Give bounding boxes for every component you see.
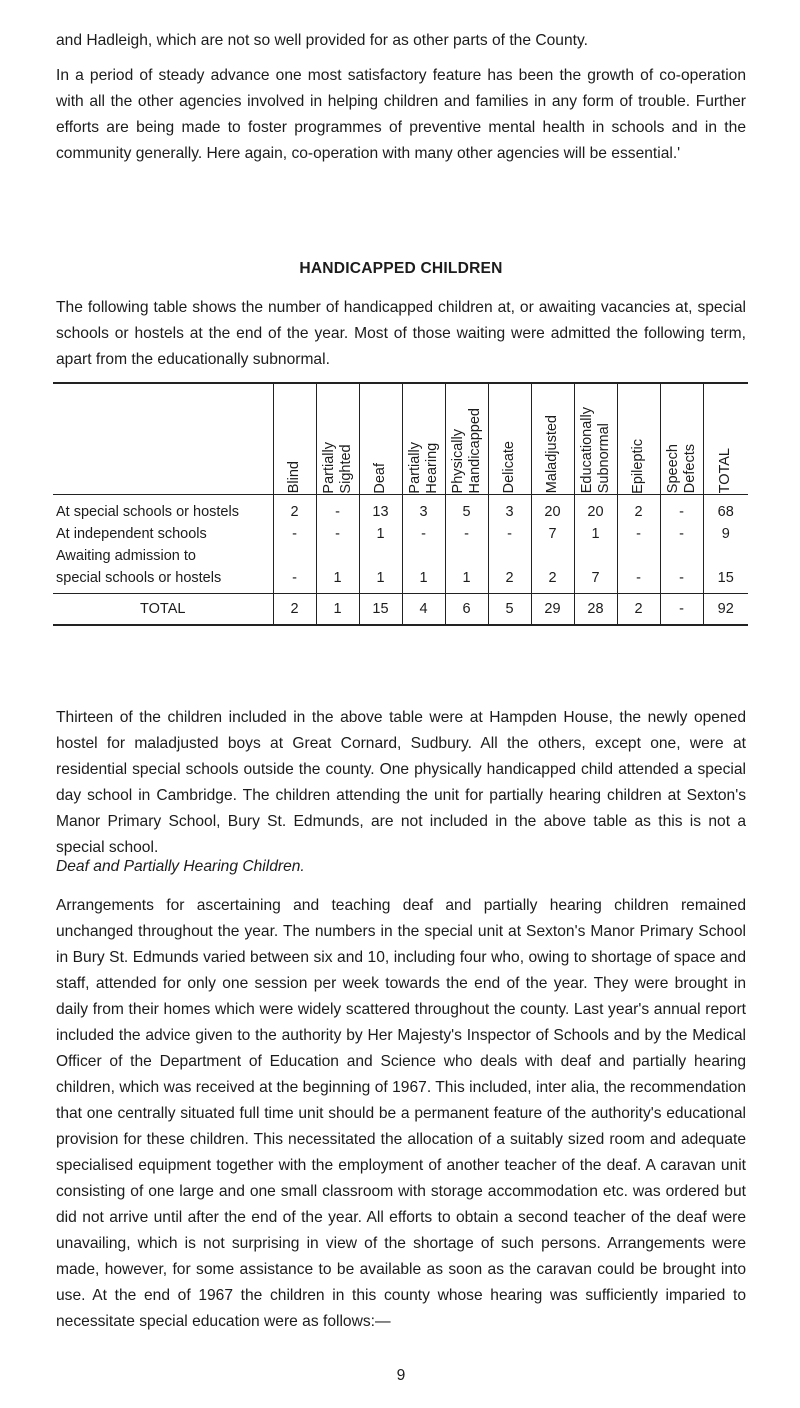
column-header-label: Physically Handicapped [449, 408, 483, 494]
deaf-section-paragraph: Arrangements for ascertaining and teaching deaf and partially hearing children remained unchanged throughout the year. The numbers in the special unit at Sexton's Manor Primary School in Bury St. Edmunds varied between six and 10, including four who, owing to shortage of space and staff, attended for only one session per week towards the end of the year. They were brought in daily from their homes which were widely scattered throughout the county. Last year's annual report included the advice given to the authority by Her Majesty's Inspector of Schools and by the Medical Officer of the Department of Education and Science who deals with deaf and partially hearing children, which was received at the beginning of 1967. This included, inter alia, the recommendation that one centrally situated full time unit should be a permanent feature of the authority's educational provision for these children. This necessitated the allocation of a suitably sized room and adequate specialised equipment together with the employment of another teacher of the deaf. A caravan unit consisting of one large and one small classroom with storage accommodation etc. was ordered but did not arrive until after the end of the year. All efforts to obtain a second teacher of the deaf were unavailing, which is not surprising in view of the shortage of such persons. Arrangements were made, however, for some assistance to be available as soon as the caravan could be brought into use. At the end of 1967 the children in this county whose hearing was sufficiently imparied to necessitate special education were as follows:— [56, 897, 746, 1330]
table-cell: 20 [531, 494, 574, 523]
column-header [531, 383, 574, 494]
total-cell: 28 [574, 593, 617, 625]
column-header [316, 383, 359, 494]
deaf-section-heading: Deaf and Partially Hearing Children. [56, 858, 305, 875]
table-header-row [53, 383, 748, 494]
column-header [660, 383, 703, 494]
table-cell: 2 [273, 494, 316, 523]
table-cell: 1 [359, 545, 402, 594]
after-table-paragraph: Thirteen of the children included in the above table were at Hampden House, the newly opened hostel for maladjusted boys at Great Cornard, Sudbury. All the others, except one, were at residential special schools outside the county. One physically handicapped child attended a special day school in Cambridge. The children attending the unit for partially hearing children at Sexton's Manor Primary School, Bury St. Edmunds, are not included in the above table as this is not a special school. [56, 709, 746, 856]
total-cell: 92 [703, 593, 748, 625]
table-cell: 7 [574, 545, 617, 594]
table-cell: 15 [703, 545, 748, 594]
table-cell: - [445, 523, 488, 545]
total-label: TOTAL [53, 593, 273, 625]
row-label [53, 523, 273, 545]
total-cell: 1 [316, 593, 359, 625]
column-header [574, 383, 617, 494]
column-header-label: Delicate [501, 441, 517, 494]
row-label-line: At special schools or hostels [56, 503, 239, 520]
table-cell: 20 [574, 494, 617, 523]
total-cell: 4 [402, 593, 445, 625]
table-cell: 2 [531, 545, 574, 594]
total-cell: 5 [488, 593, 531, 625]
intro-continuation: and Hadleigh, which are not so well provided for as other parts of the County. [56, 32, 588, 49]
table-body [53, 494, 748, 593]
table-cell: 1 [574, 523, 617, 545]
total-cell: 6 [445, 593, 488, 625]
column-header [445, 383, 488, 494]
row-label-line: At independent schools [56, 525, 207, 542]
total-cell: 2 [617, 593, 660, 625]
table-cell: - [273, 545, 316, 594]
table-cell: - [660, 545, 703, 594]
table-cell: 1 [445, 545, 488, 594]
table-cell: 1 [359, 523, 402, 545]
table-cell: 13 [359, 494, 402, 523]
column-header-label: Blind [286, 461, 302, 494]
table-total-row [53, 593, 748, 625]
column-header [703, 383, 748, 494]
table-cell: 2 [617, 494, 660, 523]
table-row [53, 523, 748, 545]
table-cell: 9 [703, 523, 748, 545]
table-cell: 5 [445, 494, 488, 523]
table-cell: - [617, 545, 660, 594]
column-header [402, 383, 445, 494]
table-cell: - [402, 523, 445, 545]
table-cell: - [660, 494, 703, 523]
column-header-label: Epileptic [630, 438, 646, 494]
total-cell: 2 [273, 593, 316, 625]
column-header-label: Partially Hearing [406, 441, 440, 494]
total-cell: 29 [531, 593, 574, 625]
page-number: 9 [396, 1367, 406, 1384]
table-cell: 1 [316, 545, 359, 594]
column-header-label: Educationally Subnormal [578, 407, 612, 494]
row-label-line: Awaiting admission to [56, 547, 196, 564]
row-label [53, 494, 273, 523]
row-label [53, 545, 273, 594]
table-cell: 3 [402, 494, 445, 523]
table-cell: 1 [402, 545, 445, 594]
intro-quote-paragraph: In a period of steady advance one most satisfactory feature has been the growth of co-operation with all the other agencies involved in helping children and families in any form of trouble. Further efforts are being made to foster programmes of preventive mental health in schools and in the community generally. Here again, co-operation with many other agencies will be essential.' [56, 67, 746, 162]
handicapped-children-table [53, 382, 748, 626]
table-intro-paragraph: The following table shows the number of handicapped children at, or awaiting vacancies at, special schools or hostels at the end of the year. Most of those waiting were admitted the following term, apart from the educationally subnormal. [56, 299, 746, 368]
table-cell: - [316, 523, 359, 545]
table-row [53, 545, 748, 594]
row-label-line: special schools or hostels [56, 569, 222, 586]
column-header-label: Maladjusted [544, 415, 560, 494]
column-header-label: TOTAL [717, 448, 734, 494]
column-header [359, 383, 402, 494]
section-heading: HANDICAPPED CHILDREN [299, 260, 503, 277]
table-cell: - [617, 523, 660, 545]
table-cell: 7 [531, 523, 574, 545]
table-cell: - [488, 523, 531, 545]
column-header-label: Speech Defects [664, 444, 698, 494]
table-cell: 2 [488, 545, 531, 594]
column-header-label: Partially Sighted [320, 441, 354, 494]
table-cell: 68 [703, 494, 748, 523]
total-cell: 15 [359, 593, 402, 625]
table-cell: - [660, 523, 703, 545]
table-cell: - [273, 523, 316, 545]
column-header-label: Deaf [372, 462, 388, 494]
column-header [273, 383, 316, 494]
table-row [53, 494, 748, 523]
table-cell: - [316, 494, 359, 523]
column-header [617, 383, 660, 494]
total-cell: - [660, 593, 703, 625]
table-corner [53, 383, 273, 494]
table-cell: 3 [488, 494, 531, 523]
column-header [488, 383, 531, 494]
